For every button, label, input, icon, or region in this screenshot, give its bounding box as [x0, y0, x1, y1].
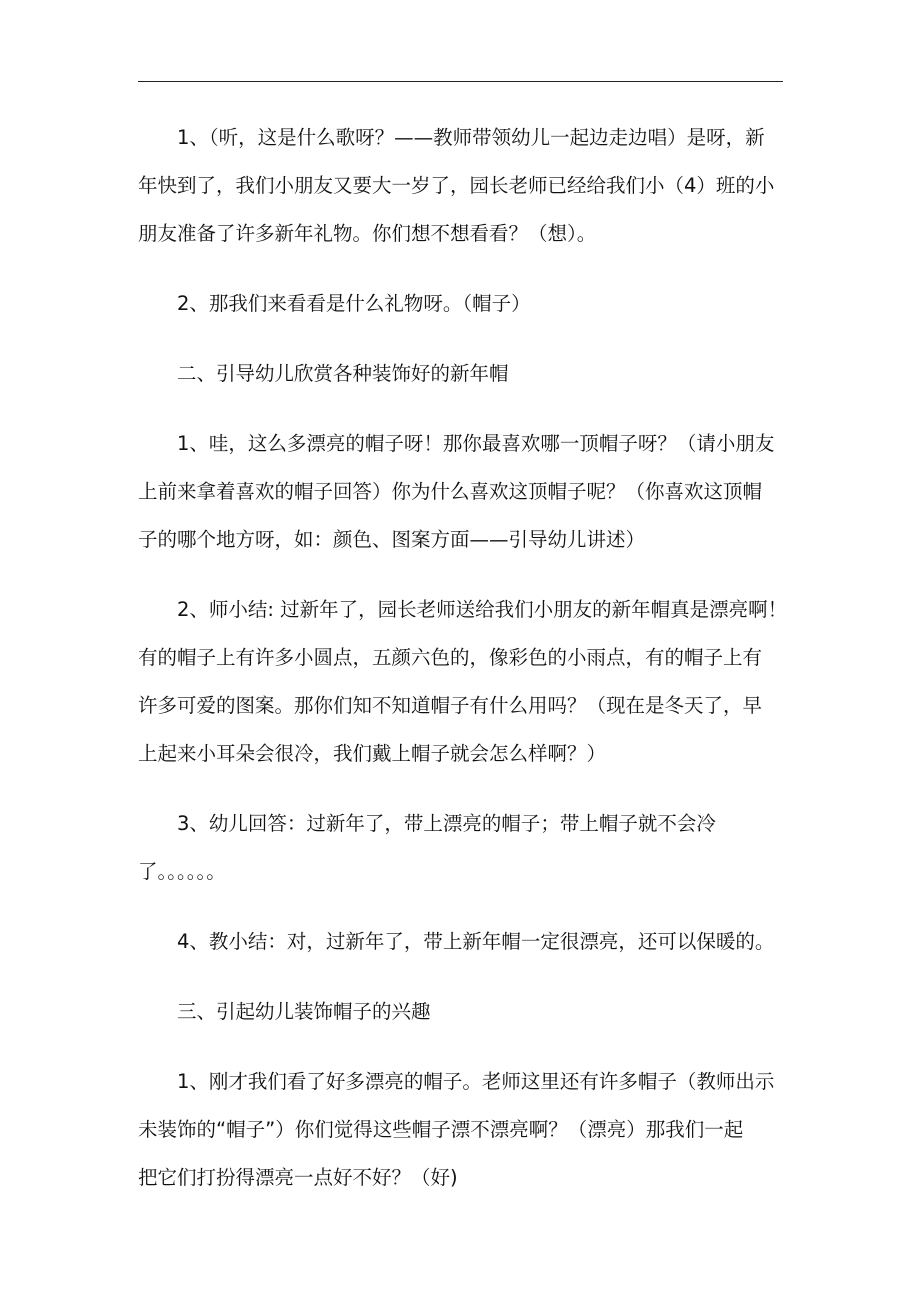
text-line: 了。。。。。。: [138, 860, 226, 883]
header-rule: [138, 81, 783, 82]
text-line: 1、（听，这是什么歌呀？——教师带领幼儿一起边走边唱）是呀，新: [177, 126, 765, 149]
text-line: 4、教小结：对，过新年了，带上新年帽一定很漂亮，还可以保暖的。: [177, 930, 775, 953]
text-line: 把它们打扮得漂亮一点好不好？（好): [138, 1166, 458, 1189]
paragraph-teacher-conclusion: [138, 918, 783, 966]
section-heading-3: [138, 988, 783, 1036]
text-line: 1、刚才我们看了好多漂亮的帽子。老师这里还有许多帽子（教师出示: [177, 1070, 775, 1093]
text-line: 上起来小耳朵会很冷，我们戴上帽子就会怎么样啊？）: [138, 742, 607, 765]
text-line: 子的哪个地方呀，如：颜色、图案方面——引导幼儿讲述）: [138, 528, 646, 551]
paragraph-favorite-hat: [138, 420, 783, 564]
paragraph-teacher-summary: [138, 586, 788, 778]
document-body: [138, 114, 788, 1224]
text-line: 2、那我们来看看是什么礼物呀。（帽子）: [177, 292, 531, 315]
section-heading-2: [138, 350, 783, 398]
paragraph-decorate-hats: [138, 1058, 783, 1202]
paragraph-look-gift: [138, 280, 783, 328]
text-line: 三、引起幼儿装饰帽子的兴趣: [177, 1000, 431, 1023]
paragraph-intro-song: [138, 114, 783, 258]
text-line: 3、幼儿回答：过新年了，带上漂亮的帽子；带上帽子就不会冷: [177, 812, 716, 835]
text-line: 2、师小结: 过新年了，园长老师送给我们小朋友的新年帽真是漂亮啊！: [177, 598, 788, 621]
paragraph-children-answer: [138, 800, 783, 896]
text-line: 1、哇，这么多漂亮的帽子呀！那你最喜欢哪一顶帽子呀？（请小朋友: [177, 432, 775, 455]
text-line: 上前来拿着喜欢的帽子回答）你为什么喜欢这顶帽子呢？（你喜欢这顶帽: [138, 480, 763, 503]
text-line: 年快到了，我们小朋友又要大一岁了，园长老师已经给我们小（4）班的小: [138, 174, 775, 197]
text-line: 二、引导幼儿欣赏各种装饰好的新年帽: [177, 362, 509, 385]
text-line: 许多可爱的图案。那你们知不知道帽子有什么用吗？（现在是冬天了，早: [138, 694, 763, 717]
text-line: 朋友准备了许多新年礼物。你们想不想看看？（想）。: [138, 222, 597, 245]
text-line: 有的帽子上有许多小圆点，五颜六色的，像彩色的小雨点，有的帽子上有: [138, 646, 763, 669]
text-line: 未装饰的“帽子”）你们觉得这些帽子漂不漂亮啊？（漂亮）那我们一起: [138, 1118, 744, 1141]
